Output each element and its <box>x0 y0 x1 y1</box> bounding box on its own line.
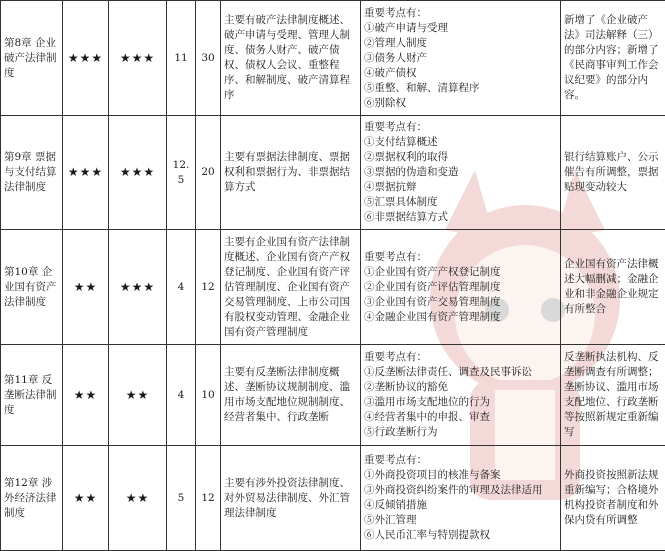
importance-stars: ★★ <box>63 446 109 551</box>
key-point: ⑤行政垄断行为 <box>364 425 557 440</box>
key-point: ①企业国有资产产权登记制度 <box>364 265 557 280</box>
difficulty-stars: ★★ <box>109 345 167 446</box>
pages-cell: 12 <box>196 446 221 551</box>
key-points-cell <box>361 1 561 116</box>
pages-cell: 20 <box>196 116 221 230</box>
changes-cell: 银行结算账户、公示催告有所调整，票据贴现变动较大 <box>561 116 665 230</box>
key-point: ②管理人制度 <box>364 36 557 51</box>
difficulty-stars: ★★ <box>109 446 167 551</box>
key-point: 重要考点有： <box>364 6 557 21</box>
score-cell: 4 <box>167 230 196 345</box>
difficulty-stars: ★★★ <box>109 1 167 116</box>
key-point: ③外商投资纠纷案件的审理及法律适用 <box>364 483 557 498</box>
key-point: ⑤汇票具体制度 <box>364 195 557 210</box>
key-point: ②企业国有资产评估管理制度 <box>364 280 557 295</box>
difficulty-stars: ★★★ <box>109 116 167 230</box>
key-point: ④金融企业国有资产管理制度 <box>364 310 557 325</box>
key-point: ③滥用市场支配地位的行为 <box>364 395 557 410</box>
key-point: ⑤重整、和解、清算程序 <box>364 81 557 96</box>
key-points-cell <box>361 116 561 230</box>
key-point: ③票据的伪造和变造 <box>364 165 557 180</box>
score-cell: 12.5 <box>167 116 196 230</box>
table-row <box>1 1 665 116</box>
score-cell: 5 <box>167 446 196 551</box>
importance-stars: ★★ <box>63 230 109 345</box>
key-point: ①支付结算概述 <box>364 135 557 150</box>
table-row <box>1 230 665 345</box>
key-point: ①破产申请与受理 <box>364 21 557 36</box>
key-point: ④经营者集中的申报、审查 <box>364 410 557 425</box>
key-point: 重要考点有： <box>364 120 557 135</box>
changes-cell: 反垄断执法机构、反垄断调查有所调整；垄断协议、滥用市场支配地位、行政垄断等按照新规定重新编写 <box>561 345 665 446</box>
key-point: ①反垄断法律责任、调查及民事诉讼 <box>364 365 557 380</box>
changes-cell: 新增了《企业破产法》司法解释（三）的部分内容；新增了《民商事审判工作会议纪要》的部分内容。 <box>561 1 665 116</box>
score-cell: 4 <box>167 345 196 446</box>
key-point: ⑤外汇管理 <box>364 513 557 528</box>
key-point: ③债务人财产 <box>364 51 557 66</box>
pages-cell: 10 <box>196 345 221 446</box>
key-point: ①外商投资项目的核准与备案 <box>364 468 557 483</box>
key-point: 重要考点有： <box>364 453 557 468</box>
key-point: ⑥非票据结算方式 <box>364 210 557 225</box>
changes-cell: 外商投资按照新法规重新编写；合格境外机构投资者制度和外保内贷有所调整 <box>561 446 665 551</box>
key-points-cell <box>361 230 561 345</box>
summary-cell: 主要有企业国有资产法律制度概述、企业国有资产产权登记制度、企业国有资产评估管理制度、企业国有资产交易管理制度、上市公司国有股权变动管理、金融企业国有资产管理制度 <box>221 230 361 345</box>
importance-stars: ★★★ <box>63 116 109 230</box>
key-point: ④票据抗辩 <box>364 180 557 195</box>
table-row <box>1 116 665 230</box>
changes-cell: 企业国有资产法律概述大幅删减；金融企业和非金融企业规定有所整合 <box>561 230 665 345</box>
key-point: ②垄断协议的豁免 <box>364 380 557 395</box>
pages-cell: 12 <box>196 230 221 345</box>
chapter-cell: 第9章 票据与支付结算法律制度 <box>1 116 63 230</box>
key-point: ③企业国有资产交易管理制度 <box>364 295 557 310</box>
pages-cell: 30 <box>196 1 221 116</box>
key-point: 重要考点有： <box>364 350 557 365</box>
key-point: ②票据权利的取得 <box>364 150 557 165</box>
key-point: 重要考点有： <box>364 250 557 265</box>
importance-stars: ★★★ <box>63 1 109 116</box>
table-row <box>1 446 665 551</box>
key-point: ④破产债权 <box>364 66 557 81</box>
key-point: ④反倾销措施 <box>364 498 557 513</box>
importance-stars: ★★ <box>63 345 109 446</box>
key-points-cell <box>361 446 561 551</box>
table-row <box>1 345 665 446</box>
key-points-cell <box>361 345 561 446</box>
summary-cell: 主要有破产法律制度概述、破产申请与受理、管理人制度、债务人财产、破产债权、债权人会议、重整程序、和解制度、破产清算程序 <box>221 1 361 116</box>
chapter-cell: 第11章 反垄断法律制度 <box>1 345 63 446</box>
summary-cell: 主要有涉外投资法律制度、对外贸易法律制度、外汇管理法律制度 <box>221 446 361 551</box>
difficulty-stars: ★★★ <box>109 230 167 345</box>
chapter-cell: 第8章 企业破产法律制度 <box>1 1 63 116</box>
key-point: ⑥别除权 <box>364 96 557 111</box>
key-point: ⑥人民币汇率与特别提款权 <box>364 528 557 543</box>
chapter-cell: 第10章 企业国有资产法律制度 <box>1 230 63 345</box>
summary-cell: 主要有反垄断法律制度概述、垄断协议规制制度、滥用市场支配地位规制制度、经营者集中、行政垄断 <box>221 345 361 446</box>
score-cell: 11 <box>167 1 196 116</box>
summary-cell: 主要有票据法律制度、票据权利和票据行为、非票据结算方式 <box>221 116 361 230</box>
chapter-cell: 第12章 涉外经济法律制度 <box>1 446 63 551</box>
